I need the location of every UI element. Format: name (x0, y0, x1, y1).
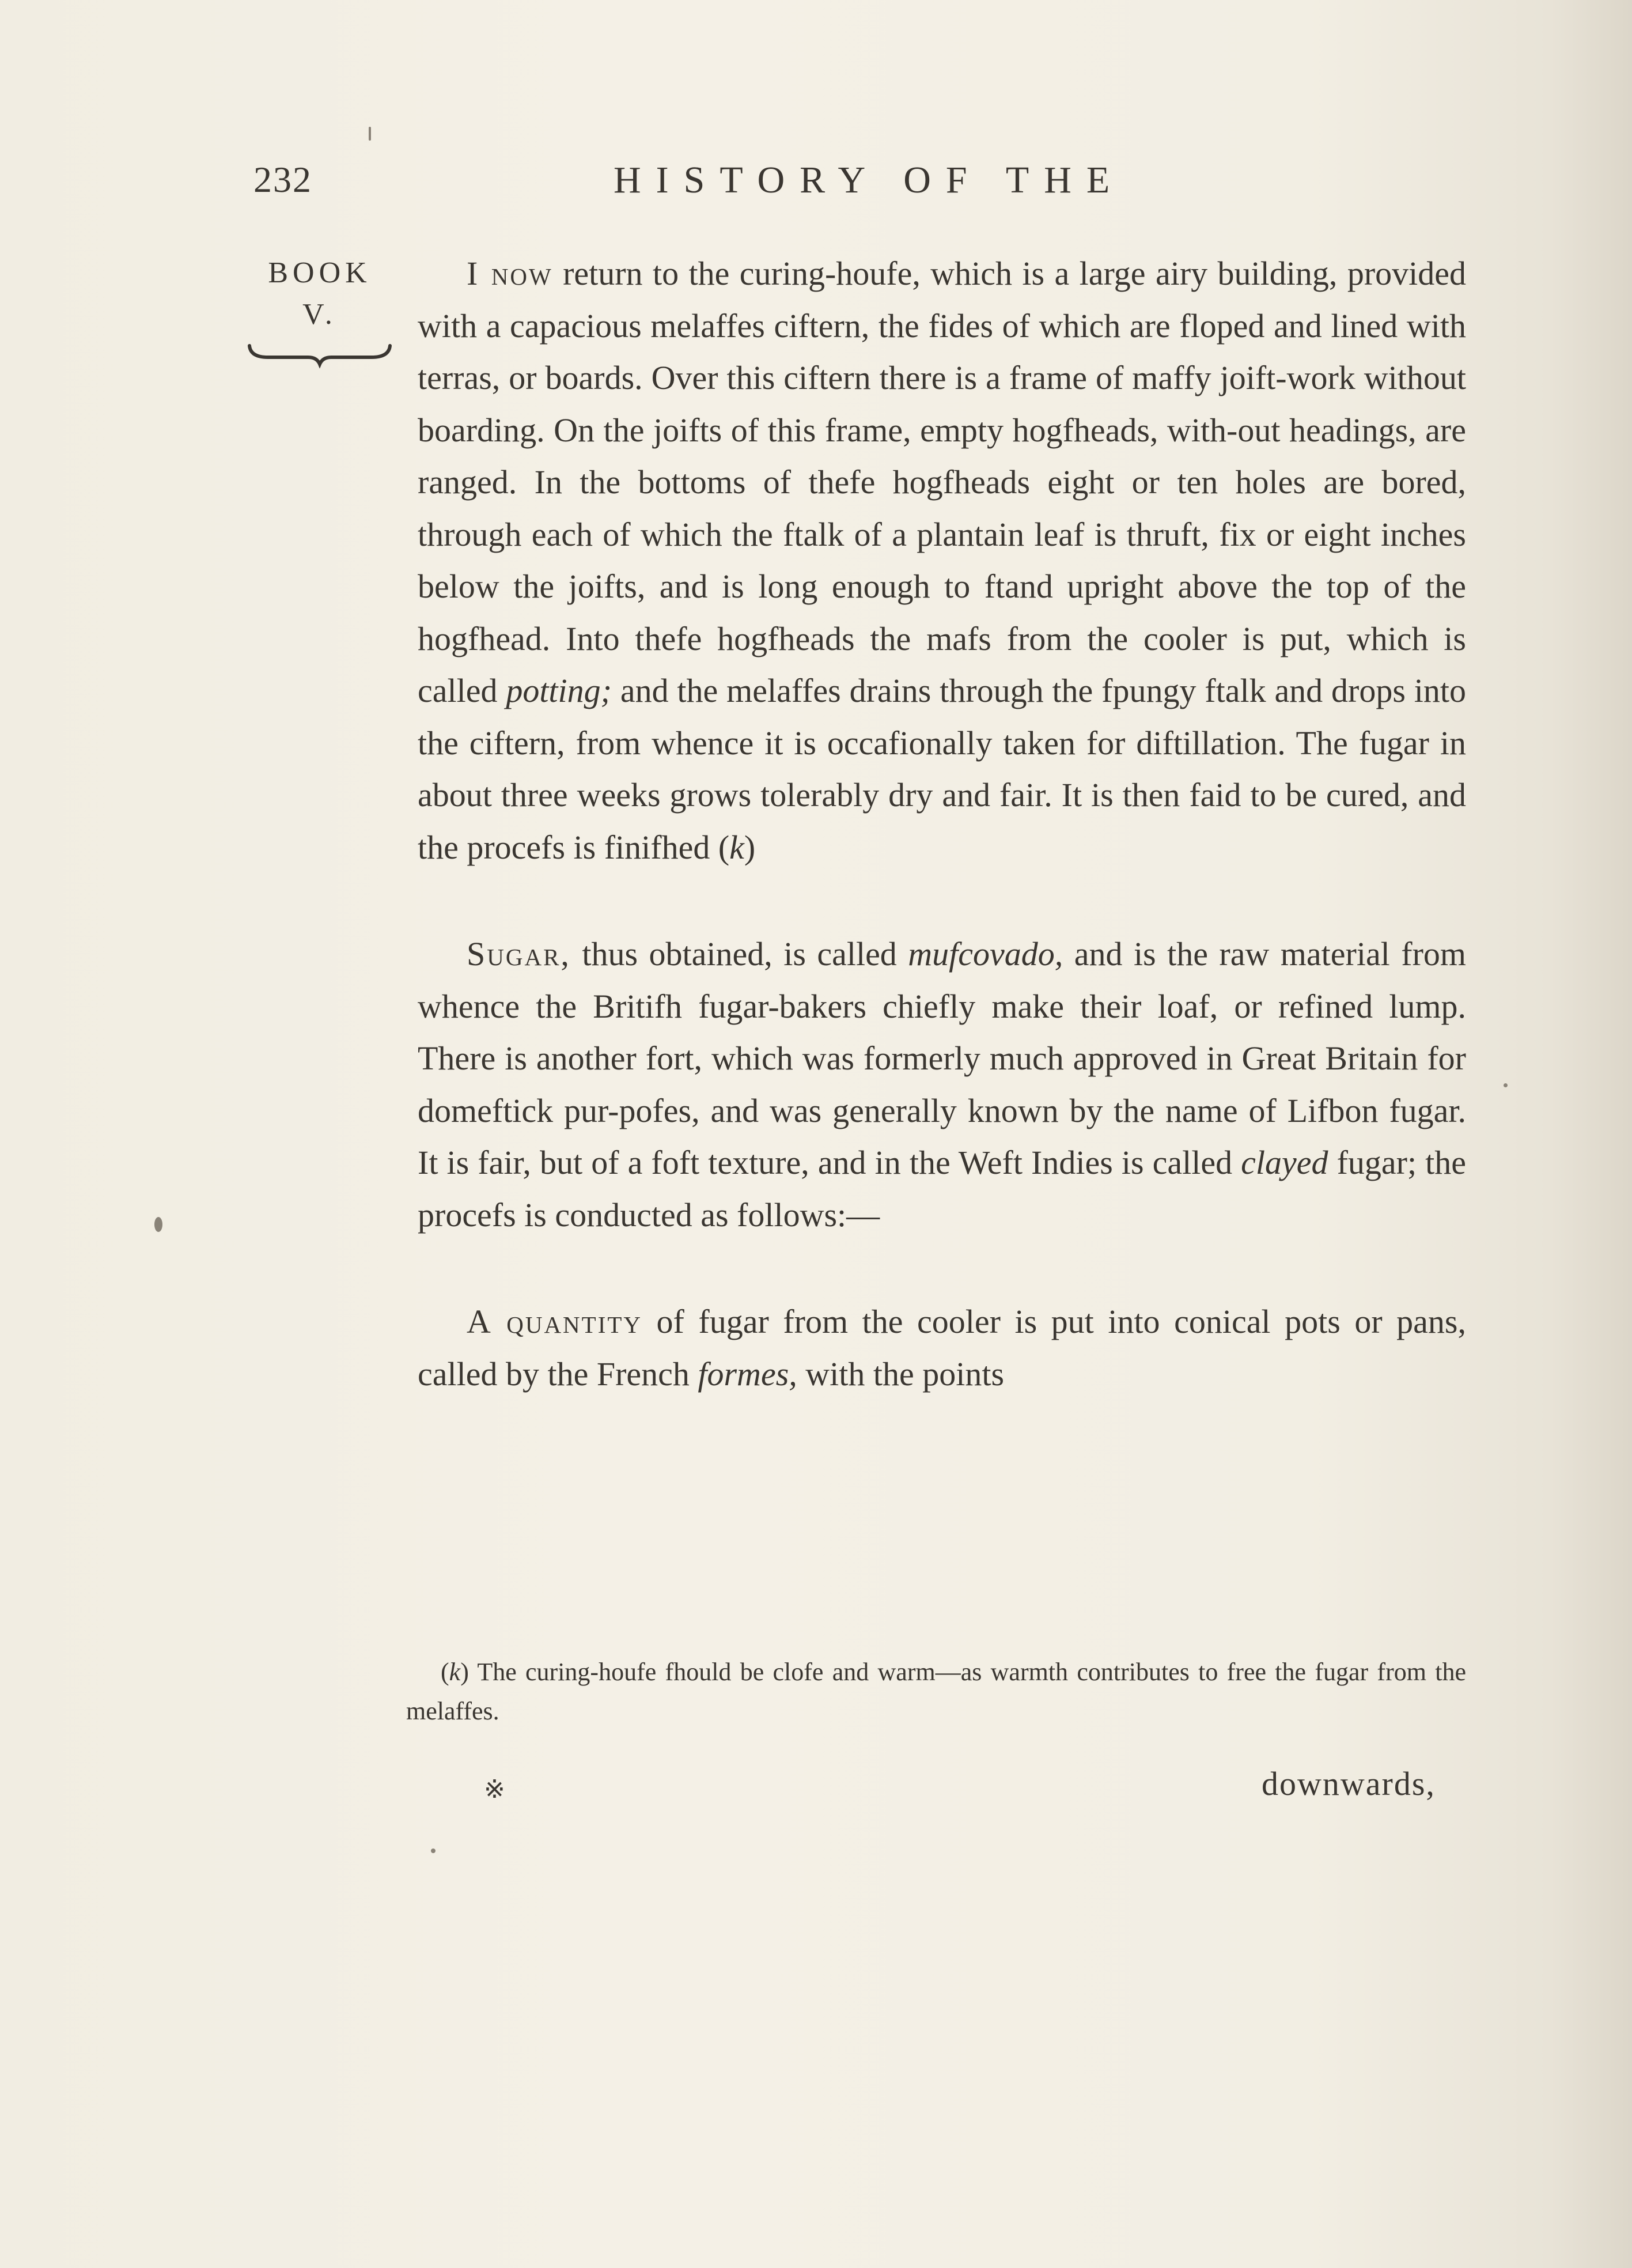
catchword: downwards, (1262, 1765, 1436, 1802)
paragraph-text-cont: and the melaffes drains through the fpungy ftalk and drops into the ciftern, from whence it is occafionally taken for diftillation. The fugar in about three weeks grows tolerably dry and fair. It is then faid to be cured, and the procefs is finifhed ( (418, 672, 1466, 866)
paragraph-text-end: fugar; the procefs is conducted as follows:— (418, 1144, 1467, 1234)
footnote-marker: k (449, 1658, 461, 1686)
paragraph-text: thus obtained, is called (570, 935, 908, 973)
paragraph-lead: Sugar, (467, 935, 571, 973)
footnote-ref: k (729, 828, 744, 866)
running-head (0, 158, 1632, 222)
italic-term: potting; (506, 672, 612, 709)
paragraph-muscovado (418, 928, 1466, 1241)
paragraph-text: return to the curing-houfe, which is a large airy building, provided with a capacious melaffes ciftern, the fides of which are floped and lined with terras, or boards. Over this ciftern there is a frame of maffy joift-work without boarding. On the joifts of this frame, empty hogfheads, with-out headings, are ranged. In the bottoms of thefe hogfheads eight or ten holes are bored, through each of which the ftalk of a plantain leaf is thruft, fix or eight inches below the joifts, and is long enough to ftand upright above the top of the hogfhead. Into thefe hogfheads the mafs from the cooler is put, which is called (418, 255, 1466, 709)
signature-mark: ※ (484, 1775, 505, 1804)
margin-note-book: BOOK (268, 256, 372, 289)
paper-speck (431, 1849, 436, 1853)
footnote: (k) The curing-houfe fhould be clofe and warm—as warmth contributes to free the fugar from the melaffes. (406, 1658, 1466, 1725)
italic-term-clayed: clayed (1241, 1144, 1328, 1181)
paragraph-text: of fugar from the cooler is put into conical pots or pans, called by the French (418, 1303, 1466, 1393)
paper-speck (1504, 1083, 1508, 1087)
paragraph-lead: I now (467, 255, 553, 292)
brace-ornament (245, 340, 395, 369)
paragraph-text-end: ) (744, 828, 756, 866)
margin-note (248, 252, 392, 335)
paragraph-text-cont: and is the raw material from whence the Britifh fugar-bakers chiefly make their loaf, or refined lump. There is another fort, which was formerly much approved in Great Britain for domeftick pur-pofes, and was generally known by the name of Lifbon fugar. It is fair, but of a foft texture, and in the Weft Indies is called (418, 935, 1466, 1181)
paragraph-lead: A quantity (467, 1303, 643, 1340)
main-text (418, 248, 1466, 1400)
paragraph-text-cont: with the points (797, 1355, 1005, 1393)
paragraph-formes (418, 1296, 1466, 1400)
italic-term: mufcovado, (908, 935, 1063, 973)
paper-speck (154, 1217, 162, 1232)
italic-term: formes, (698, 1355, 797, 1393)
page-number: 232 (253, 159, 312, 200)
margin-note-volume: V. (302, 298, 337, 331)
paper-speck (369, 127, 371, 141)
paragraph-curing-house (418, 248, 1466, 874)
page-title: HISTORY OF THE (614, 159, 1125, 201)
footnote-text: The curing-houfe fhould be clofe and warm—as warmth contributes to free the fugar from the melaffes. (406, 1658, 1466, 1725)
